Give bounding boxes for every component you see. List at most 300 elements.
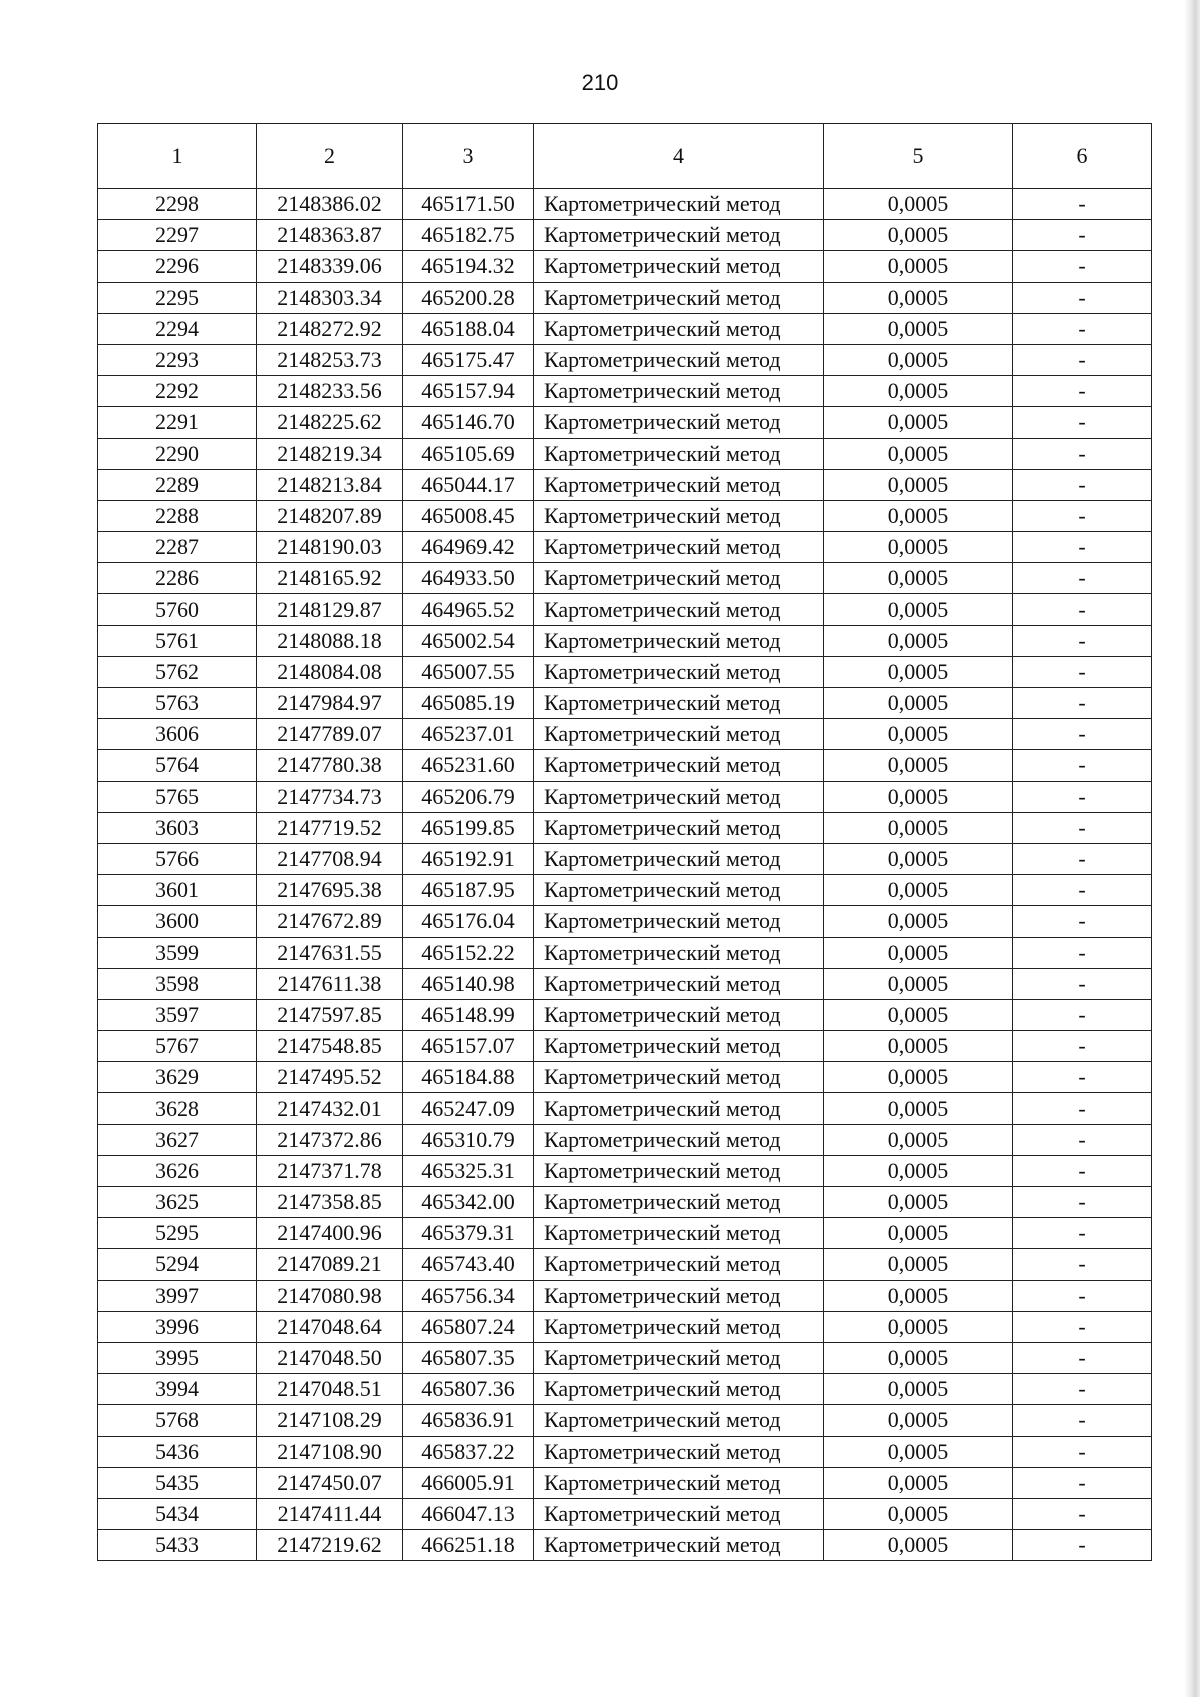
method-cell: Картометрический метод: [534, 376, 824, 407]
accuracy-cell: 0,0005: [824, 1436, 1013, 1467]
point-number-cell: 5436: [98, 1436, 257, 1467]
point-number-cell: 5434: [98, 1498, 257, 1529]
method-cell: Картометрический метод: [534, 594, 824, 625]
method-cell: Картометрический метод: [534, 532, 824, 563]
accuracy-cell: 0,0005: [824, 688, 1013, 719]
point-number-cell: 3625: [98, 1187, 257, 1218]
table-row: [98, 1155, 1152, 1186]
coordinates-table: [97, 123, 1152, 1561]
table-row: [98, 999, 1152, 1030]
accuracy-cell: 0,0005: [824, 594, 1013, 625]
point-number-cell: 3626: [98, 1155, 257, 1186]
x-coordinate-cell: 2147219.62: [257, 1530, 403, 1561]
note-cell: -: [1013, 937, 1152, 968]
accuracy-cell: 0,0005: [824, 750, 1013, 781]
y-coordinate-cell: 465176.04: [403, 906, 534, 937]
point-number-cell: 5295: [98, 1218, 257, 1249]
accuracy-cell: 0,0005: [824, 313, 1013, 344]
note-cell: -: [1013, 999, 1152, 1030]
method-cell: Картометрический метод: [534, 1498, 824, 1529]
x-coordinate-cell: 2148190.03: [257, 532, 403, 563]
note-cell: -: [1013, 313, 1152, 344]
note-cell: -: [1013, 812, 1152, 843]
method-cell: Картометрический метод: [534, 1342, 824, 1373]
y-coordinate-cell: 465007.55: [403, 656, 534, 687]
x-coordinate-cell: 2147631.55: [257, 937, 403, 968]
accuracy-cell: 0,0005: [824, 407, 1013, 438]
accuracy-cell: 0,0005: [824, 500, 1013, 531]
table-row: [98, 344, 1152, 375]
x-coordinate-cell: 2147432.01: [257, 1093, 403, 1124]
x-coordinate-cell: 2147400.96: [257, 1218, 403, 1249]
method-cell: Картометрический метод: [534, 220, 824, 251]
method-cell: Картометрический метод: [534, 750, 824, 781]
note-cell: -: [1013, 688, 1152, 719]
y-coordinate-cell: 465837.22: [403, 1436, 534, 1467]
x-coordinate-cell: 2148272.92: [257, 313, 403, 344]
note-cell: -: [1013, 1187, 1152, 1218]
method-cell: Картометрический метод: [534, 344, 824, 375]
point-number-cell: 3597: [98, 999, 257, 1030]
y-coordinate-cell: 465157.94: [403, 376, 534, 407]
method-cell: Картометрический метод: [534, 1530, 824, 1561]
accuracy-cell: 0,0005: [824, 1187, 1013, 1218]
method-cell: Картометрический метод: [534, 500, 824, 531]
x-coordinate-cell: 2148088.18: [257, 625, 403, 656]
table-row: [98, 625, 1152, 656]
x-coordinate-cell: 2148233.56: [257, 376, 403, 407]
point-number-cell: 2292: [98, 376, 257, 407]
point-number-cell: 2288: [98, 500, 257, 531]
method-cell: Картометрический метод: [534, 688, 824, 719]
table-row: [98, 376, 1152, 407]
note-cell: -: [1013, 1498, 1152, 1529]
scan-edge: [1184, 0, 1200, 1697]
y-coordinate-cell: 465200.28: [403, 282, 534, 313]
x-coordinate-cell: 2148129.87: [257, 594, 403, 625]
point-number-cell: 2287: [98, 532, 257, 563]
header-cell: 1: [98, 124, 257, 189]
method-cell: Картометрический метод: [534, 875, 824, 906]
point-number-cell: 3997: [98, 1280, 257, 1311]
accuracy-cell: 0,0005: [824, 1249, 1013, 1280]
point-number-cell: 2294: [98, 313, 257, 344]
note-cell: -: [1013, 656, 1152, 687]
accuracy-cell: 0,0005: [824, 1342, 1013, 1373]
method-cell: Картометрический метод: [534, 469, 824, 500]
header-row: [98, 124, 1152, 189]
table-row: [98, 1249, 1152, 1280]
y-coordinate-cell: 466047.13: [403, 1498, 534, 1529]
note-cell: -: [1013, 1062, 1152, 1093]
y-coordinate-cell: 465171.50: [403, 189, 534, 220]
header-cell: 3: [403, 124, 534, 189]
point-number-cell: 3994: [98, 1374, 257, 1405]
note-cell: -: [1013, 906, 1152, 937]
table-row: [98, 843, 1152, 874]
x-coordinate-cell: 2147108.90: [257, 1436, 403, 1467]
table-row: [98, 781, 1152, 812]
method-cell: Картометрический метод: [534, 843, 824, 874]
table-row: [98, 313, 1152, 344]
note-cell: -: [1013, 1031, 1152, 1062]
table-row: [98, 532, 1152, 563]
y-coordinate-cell: 465188.04: [403, 313, 534, 344]
point-number-cell: 3598: [98, 968, 257, 999]
y-coordinate-cell: 465206.79: [403, 781, 534, 812]
method-cell: Картометрический метод: [534, 1249, 824, 1280]
x-coordinate-cell: 2148165.92: [257, 563, 403, 594]
accuracy-cell: 0,0005: [824, 843, 1013, 874]
accuracy-cell: 0,0005: [824, 999, 1013, 1030]
method-cell: Картометрический метод: [534, 1467, 824, 1498]
x-coordinate-cell: 2147080.98: [257, 1280, 403, 1311]
x-coordinate-cell: 2147597.85: [257, 999, 403, 1030]
point-number-cell: 5764: [98, 750, 257, 781]
x-coordinate-cell: 2147048.50: [257, 1342, 403, 1373]
y-coordinate-cell: 465836.91: [403, 1405, 534, 1436]
y-coordinate-cell: 465146.70: [403, 407, 534, 438]
header-cell: 2: [257, 124, 403, 189]
method-cell: Картометрический метод: [534, 1124, 824, 1155]
y-coordinate-cell: 465807.36: [403, 1374, 534, 1405]
accuracy-cell: 0,0005: [824, 438, 1013, 469]
x-coordinate-cell: 2148253.73: [257, 344, 403, 375]
x-coordinate-cell: 2147611.38: [257, 968, 403, 999]
table-row: [98, 1031, 1152, 1062]
table-row: [98, 968, 1152, 999]
method-cell: Картометрический метод: [534, 282, 824, 313]
point-number-cell: 2289: [98, 469, 257, 500]
method-cell: Картометрический метод: [534, 189, 824, 220]
note-cell: -: [1013, 251, 1152, 282]
x-coordinate-cell: 2148084.08: [257, 656, 403, 687]
table-row: [98, 1187, 1152, 1218]
note-cell: -: [1013, 875, 1152, 906]
method-cell: Картометрический метод: [534, 1093, 824, 1124]
point-number-cell: 3627: [98, 1124, 257, 1155]
table-row: [98, 500, 1152, 531]
method-cell: Картометрический метод: [534, 1031, 824, 1062]
point-number-cell: 3599: [98, 937, 257, 968]
note-cell: -: [1013, 1311, 1152, 1342]
x-coordinate-cell: 2147048.51: [257, 1374, 403, 1405]
y-coordinate-cell: 465756.34: [403, 1280, 534, 1311]
table-row: [98, 906, 1152, 937]
accuracy-cell: 0,0005: [824, 1530, 1013, 1561]
method-cell: Картометрический метод: [534, 968, 824, 999]
point-number-cell: 5435: [98, 1467, 257, 1498]
note-cell: -: [1013, 1467, 1152, 1498]
accuracy-cell: 0,0005: [824, 282, 1013, 313]
point-number-cell: 5763: [98, 688, 257, 719]
accuracy-cell: 0,0005: [824, 1280, 1013, 1311]
method-cell: Картометрический метод: [534, 1062, 824, 1093]
accuracy-cell: 0,0005: [824, 344, 1013, 375]
note-cell: -: [1013, 532, 1152, 563]
y-coordinate-cell: 465310.79: [403, 1124, 534, 1155]
y-coordinate-cell: 465187.95: [403, 875, 534, 906]
note-cell: -: [1013, 1155, 1152, 1186]
method-cell: Картометрический метод: [534, 812, 824, 843]
method-cell: Картометрический метод: [534, 313, 824, 344]
note-cell: -: [1013, 625, 1152, 656]
note-cell: -: [1013, 376, 1152, 407]
table-row: [98, 719, 1152, 750]
accuracy-cell: 0,0005: [824, 625, 1013, 656]
method-cell: Картометрический метод: [534, 781, 824, 812]
accuracy-cell: 0,0005: [824, 1218, 1013, 1249]
method-cell: Картометрический метод: [534, 407, 824, 438]
x-coordinate-cell: 2148207.89: [257, 500, 403, 531]
x-coordinate-cell: 2148339.06: [257, 251, 403, 282]
point-number-cell: 5767: [98, 1031, 257, 1062]
note-cell: -: [1013, 1280, 1152, 1311]
accuracy-cell: 0,0005: [824, 1062, 1013, 1093]
point-number-cell: 2291: [98, 407, 257, 438]
page-number: 210: [581, 70, 619, 95]
x-coordinate-cell: 2147672.89: [257, 906, 403, 937]
table-header: [98, 124, 1152, 189]
method-cell: Картометрический метод: [534, 563, 824, 594]
y-coordinate-cell: 465199.85: [403, 812, 534, 843]
accuracy-cell: 0,0005: [824, 251, 1013, 282]
method-cell: Картометрический метод: [534, 1155, 824, 1186]
point-number-cell: 5433: [98, 1530, 257, 1561]
method-cell: Картометрический метод: [534, 1405, 824, 1436]
header-cell: 6: [1013, 124, 1152, 189]
point-number-cell: 3629: [98, 1062, 257, 1093]
x-coordinate-cell: 2147719.52: [257, 812, 403, 843]
x-coordinate-cell: 2148386.02: [257, 189, 403, 220]
x-coordinate-cell: 2148303.34: [257, 282, 403, 313]
method-cell: Картометрический метод: [534, 438, 824, 469]
x-coordinate-cell: 2147411.44: [257, 1498, 403, 1529]
y-coordinate-cell: 464933.50: [403, 563, 534, 594]
note-cell: -: [1013, 1342, 1152, 1373]
note-cell: -: [1013, 1093, 1152, 1124]
point-number-cell: 3996: [98, 1311, 257, 1342]
x-coordinate-cell: 2147450.07: [257, 1467, 403, 1498]
table-row: [98, 937, 1152, 968]
x-coordinate-cell: 2147789.07: [257, 719, 403, 750]
accuracy-cell: 0,0005: [824, 1498, 1013, 1529]
table-row: [98, 407, 1152, 438]
y-coordinate-cell: 466251.18: [403, 1530, 534, 1561]
table-row: [98, 1124, 1152, 1155]
accuracy-cell: 0,0005: [824, 1405, 1013, 1436]
table-row: [98, 1280, 1152, 1311]
point-number-cell: 3606: [98, 719, 257, 750]
point-number-cell: 5294: [98, 1249, 257, 1280]
note-cell: -: [1013, 282, 1152, 313]
point-number-cell: 5766: [98, 843, 257, 874]
y-coordinate-cell: 465247.09: [403, 1093, 534, 1124]
y-coordinate-cell: 465152.22: [403, 937, 534, 968]
point-number-cell: 3601: [98, 875, 257, 906]
x-coordinate-cell: 2147734.73: [257, 781, 403, 812]
accuracy-cell: 0,0005: [824, 937, 1013, 968]
table-row: [98, 1093, 1152, 1124]
note-cell: -: [1013, 469, 1152, 500]
point-number-cell: 2298: [98, 189, 257, 220]
accuracy-cell: 0,0005: [824, 812, 1013, 843]
accuracy-cell: 0,0005: [824, 656, 1013, 687]
note-cell: -: [1013, 1530, 1152, 1561]
table-row: [98, 656, 1152, 687]
table-row: [98, 251, 1152, 282]
note-cell: -: [1013, 500, 1152, 531]
note-cell: -: [1013, 407, 1152, 438]
table-row: [98, 1498, 1152, 1529]
y-coordinate-cell: 465182.75: [403, 220, 534, 251]
note-cell: -: [1013, 220, 1152, 251]
accuracy-cell: 0,0005: [824, 189, 1013, 220]
x-coordinate-cell: 2147089.21: [257, 1249, 403, 1280]
method-cell: Картометрический метод: [534, 1218, 824, 1249]
table-row: [98, 875, 1152, 906]
method-cell: Картометрический метод: [534, 906, 824, 937]
table-row: [98, 1436, 1152, 1467]
table-row: [98, 750, 1152, 781]
x-coordinate-cell: 2147984.97: [257, 688, 403, 719]
method-cell: Картометрический метод: [534, 1187, 824, 1218]
y-coordinate-cell: 464969.42: [403, 532, 534, 563]
table-row: [98, 220, 1152, 251]
note-cell: -: [1013, 344, 1152, 375]
x-coordinate-cell: 2148363.87: [257, 220, 403, 251]
x-coordinate-cell: 2147548.85: [257, 1031, 403, 1062]
method-cell: Картометрический метод: [534, 1436, 824, 1467]
x-coordinate-cell: 2147372.86: [257, 1124, 403, 1155]
point-number-cell: 2290: [98, 438, 257, 469]
point-number-cell: 2293: [98, 344, 257, 375]
accuracy-cell: 0,0005: [824, 1467, 1013, 1498]
accuracy-cell: 0,0005: [824, 220, 1013, 251]
y-coordinate-cell: 465140.98: [403, 968, 534, 999]
table-row: [98, 1374, 1152, 1405]
method-cell: Картометрический метод: [534, 251, 824, 282]
accuracy-cell: 0,0005: [824, 1311, 1013, 1342]
accuracy-cell: 0,0005: [824, 719, 1013, 750]
method-cell: Картометрический метод: [534, 1311, 824, 1342]
method-cell: Картометрический метод: [534, 1374, 824, 1405]
point-number-cell: 2295: [98, 282, 257, 313]
y-coordinate-cell: 465184.88: [403, 1062, 534, 1093]
table-row: [98, 1218, 1152, 1249]
point-number-cell: 3995: [98, 1342, 257, 1373]
accuracy-cell: 0,0005: [824, 532, 1013, 563]
note-cell: -: [1013, 1374, 1152, 1405]
y-coordinate-cell: 464965.52: [403, 594, 534, 625]
y-coordinate-cell: 465085.19: [403, 688, 534, 719]
method-cell: Картометрический метод: [534, 719, 824, 750]
accuracy-cell: 0,0005: [824, 563, 1013, 594]
x-coordinate-cell: 2147780.38: [257, 750, 403, 781]
table-row: [98, 594, 1152, 625]
note-cell: -: [1013, 843, 1152, 874]
accuracy-cell: 0,0005: [824, 906, 1013, 937]
header-cell: 4: [534, 124, 824, 189]
accuracy-cell: 0,0005: [824, 1155, 1013, 1186]
method-cell: Картометрический метод: [534, 937, 824, 968]
table-row: [98, 1467, 1152, 1498]
table-row: [98, 812, 1152, 843]
y-coordinate-cell: 465105.69: [403, 438, 534, 469]
y-coordinate-cell: 465743.40: [403, 1249, 534, 1280]
y-coordinate-cell: 466005.91: [403, 1467, 534, 1498]
point-number-cell: 2286: [98, 563, 257, 594]
table-row: [98, 438, 1152, 469]
method-cell: Картометрический метод: [534, 625, 824, 656]
accuracy-cell: 0,0005: [824, 1124, 1013, 1155]
accuracy-cell: 0,0005: [824, 1093, 1013, 1124]
method-cell: Картометрический метод: [534, 656, 824, 687]
accuracy-cell: 0,0005: [824, 469, 1013, 500]
x-coordinate-cell: 2148219.34: [257, 438, 403, 469]
x-coordinate-cell: 2148213.84: [257, 469, 403, 500]
point-number-cell: 3603: [98, 812, 257, 843]
note-cell: -: [1013, 719, 1152, 750]
x-coordinate-cell: 2148225.62: [257, 407, 403, 438]
header-cell: 5: [824, 124, 1013, 189]
y-coordinate-cell: 465194.32: [403, 251, 534, 282]
table-row: [98, 469, 1152, 500]
x-coordinate-cell: 2147358.85: [257, 1187, 403, 1218]
table-row: [98, 1342, 1152, 1373]
table-row: [98, 1311, 1152, 1342]
note-cell: -: [1013, 1436, 1152, 1467]
y-coordinate-cell: 465342.00: [403, 1187, 534, 1218]
point-number-cell: 2297: [98, 220, 257, 251]
note-cell: -: [1013, 563, 1152, 594]
note-cell: -: [1013, 438, 1152, 469]
point-number-cell: 5760: [98, 594, 257, 625]
x-coordinate-cell: 2147108.29: [257, 1405, 403, 1436]
table-row: [98, 1062, 1152, 1093]
y-coordinate-cell: 465192.91: [403, 843, 534, 874]
table-row: [98, 189, 1152, 220]
table-row: [98, 688, 1152, 719]
table-row: [98, 563, 1152, 594]
note-cell: -: [1013, 781, 1152, 812]
point-number-cell: 3600: [98, 906, 257, 937]
y-coordinate-cell: 465237.01: [403, 719, 534, 750]
method-cell: Картометрический метод: [534, 1280, 824, 1311]
y-coordinate-cell: 465231.60: [403, 750, 534, 781]
method-cell: Картометрический метод: [534, 999, 824, 1030]
note-cell: -: [1013, 968, 1152, 999]
x-coordinate-cell: 2147371.78: [257, 1155, 403, 1186]
accuracy-cell: 0,0005: [824, 781, 1013, 812]
x-coordinate-cell: 2147708.94: [257, 843, 403, 874]
y-coordinate-cell: 465379.31: [403, 1218, 534, 1249]
y-coordinate-cell: 465044.17: [403, 469, 534, 500]
y-coordinate-cell: 465175.47: [403, 344, 534, 375]
note-cell: -: [1013, 1249, 1152, 1280]
y-coordinate-cell: 465148.99: [403, 999, 534, 1030]
point-number-cell: 5761: [98, 625, 257, 656]
table-row: [98, 1405, 1152, 1436]
table-row: [98, 282, 1152, 313]
accuracy-cell: 0,0005: [824, 376, 1013, 407]
note-cell: -: [1013, 750, 1152, 781]
y-coordinate-cell: 465807.24: [403, 1311, 534, 1342]
point-number-cell: 5765: [98, 781, 257, 812]
y-coordinate-cell: 465157.07: [403, 1031, 534, 1062]
point-number-cell: 3628: [98, 1093, 257, 1124]
x-coordinate-cell: 2147048.64: [257, 1311, 403, 1342]
